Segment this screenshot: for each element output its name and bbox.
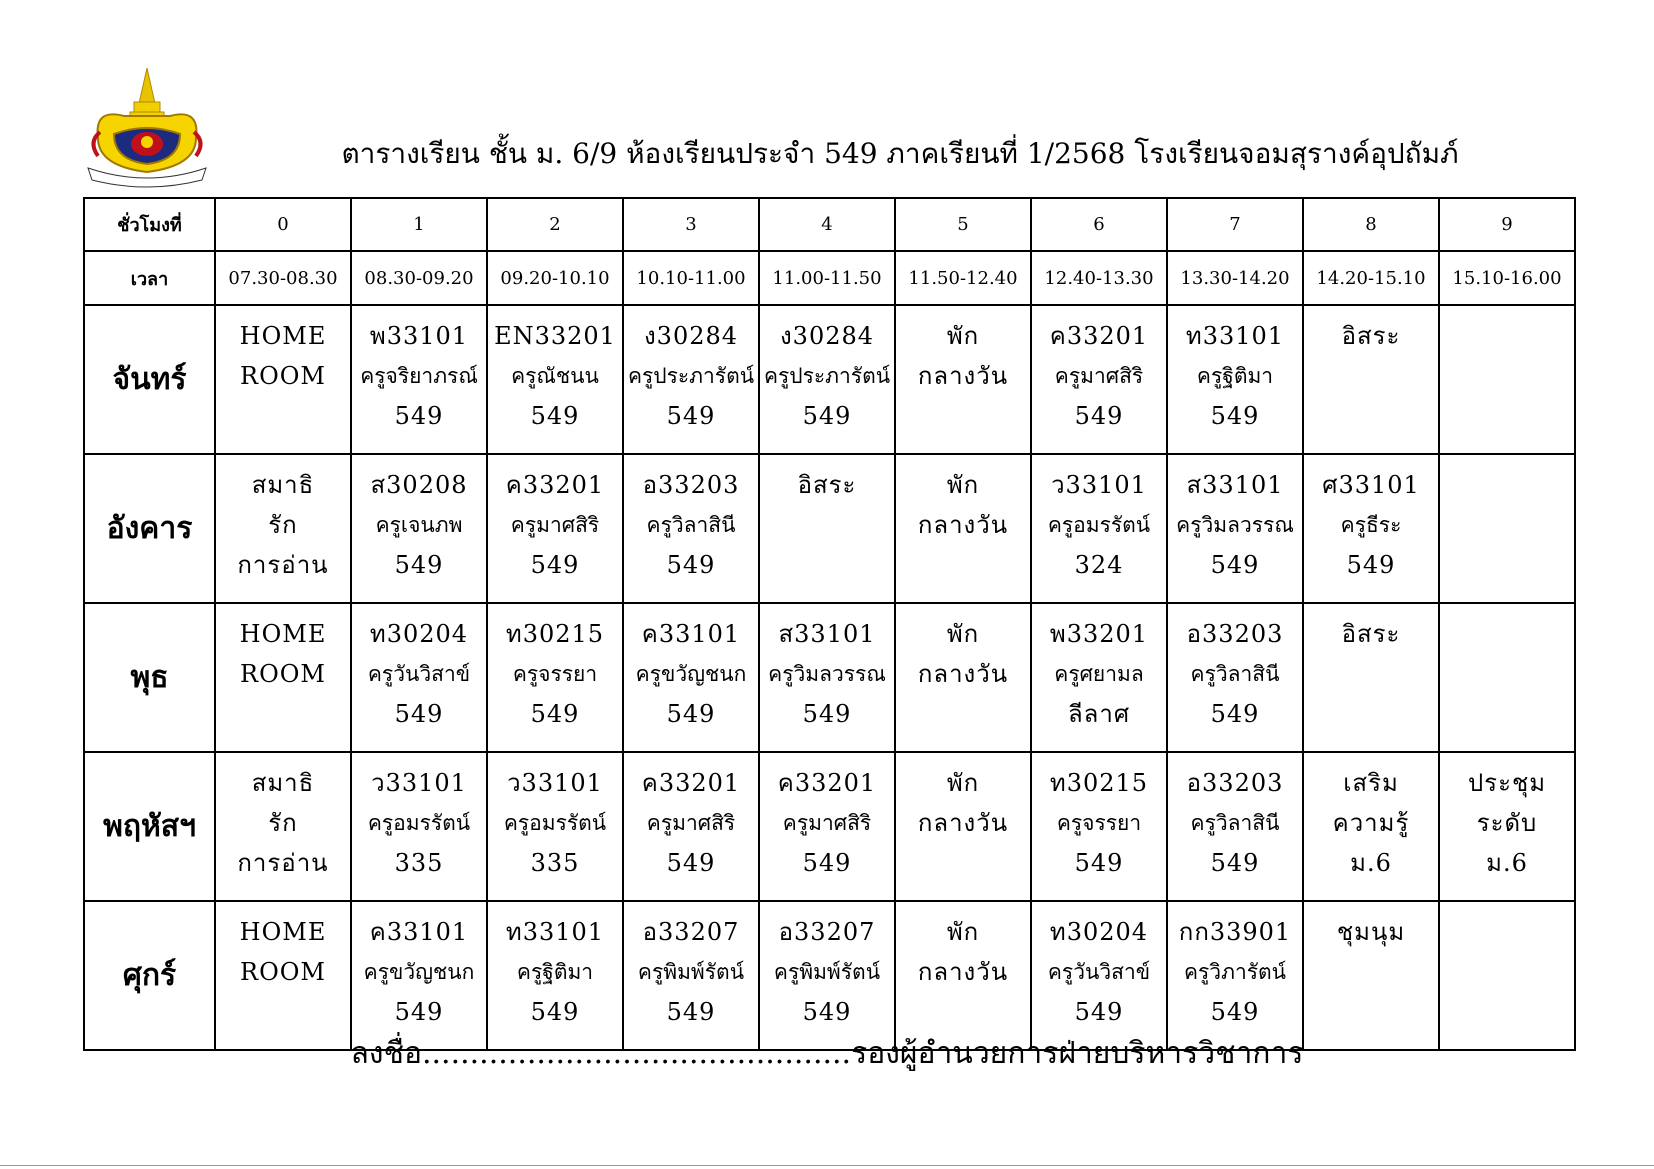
cell-line: 549 <box>530 998 580 1026</box>
cell-line: พัก <box>946 769 980 797</box>
class-cell <box>215 603 351 752</box>
class-cell <box>895 752 1031 901</box>
cell-line: 549 <box>802 700 852 728</box>
class-cell <box>1439 603 1575 752</box>
cell-line: ครูวิมลวรรณ <box>1176 513 1294 537</box>
day-name: จันทร์ <box>84 305 215 454</box>
time-label: เวลา <box>84 251 215 305</box>
cell-line: ค33201 <box>505 471 605 499</box>
cell-line: ส30208 <box>370 471 468 499</box>
class-cell <box>895 901 1031 1050</box>
cell-line: 549 <box>802 998 852 1026</box>
cell-line: ROOM <box>240 362 326 390</box>
class-cell <box>1167 454 1303 603</box>
cell-line: การอ่าน <box>237 849 329 877</box>
cell-line: 549 <box>666 700 716 728</box>
cell-line: พ33101 <box>369 322 469 350</box>
cell-line: พ33201 <box>1049 620 1149 648</box>
cell-line: 549 <box>1346 551 1396 579</box>
cell-line: ครูมาศสิริ <box>1054 364 1144 388</box>
cell-line: ครูขวัญชนก <box>363 960 475 984</box>
cell-line: 549 <box>530 551 580 579</box>
cell-line: HOME <box>239 322 327 350</box>
cell-line: ประชุม <box>1467 769 1547 797</box>
class-cell <box>623 901 759 1050</box>
cell-line: อ33207 <box>778 918 876 946</box>
cell-line: ครูวันวิสาข์ <box>1047 960 1151 984</box>
cell-line: ว33101 <box>371 769 467 797</box>
cell-line: 549 <box>1074 849 1124 877</box>
cell-line: 549 <box>1074 402 1124 430</box>
cell-line: ครูอมรรัตน์ <box>503 811 607 835</box>
time-slot: 12.40-13.30 <box>1031 251 1167 305</box>
class-cell <box>487 752 623 901</box>
class-cell <box>215 305 351 454</box>
cell-line: ม.6 <box>1486 849 1528 877</box>
cell-line: 549 <box>802 849 852 877</box>
cell-line: ระดับ <box>1476 809 1538 837</box>
cell-line: ครูวิลาสินี <box>646 513 736 537</box>
day-row <box>84 454 1575 603</box>
cell-line: 549 <box>394 998 444 1026</box>
cell-line: ท30215 <box>1049 769 1149 797</box>
cell-line: รัก <box>268 511 298 539</box>
cell-line: กก33901 <box>1178 918 1292 946</box>
class-cell <box>623 454 759 603</box>
cell-line: ครูประภารัตน์ <box>627 364 755 388</box>
cell-line: ครูจริยาภรณ์ <box>360 364 478 388</box>
class-cell <box>215 752 351 901</box>
cell-line: พัก <box>946 620 980 648</box>
cell-line: ครูมาศสิริ <box>646 811 736 835</box>
time-slot: 13.30-14.20 <box>1167 251 1303 305</box>
class-cell <box>1439 305 1575 454</box>
cell-line: ครูประภารัตน์ <box>763 364 891 388</box>
period-number: 6 <box>1031 198 1167 251</box>
period-number: 2 <box>487 198 623 251</box>
cell-line: ว33101 <box>507 769 603 797</box>
cell-line: ครูศยามล <box>1054 662 1144 686</box>
cell-line: อ33203 <box>1186 769 1284 797</box>
cell-line: 549 <box>394 402 444 430</box>
cell-line: พัก <box>946 322 980 350</box>
cell-line: ครูขวัญชนก <box>635 662 747 686</box>
school-crest-icon <box>84 68 210 190</box>
day-row <box>84 603 1575 752</box>
period-number: 4 <box>759 198 895 251</box>
cell-line: 549 <box>530 402 580 430</box>
cell-line: HOME <box>239 620 327 648</box>
cell-line: ครูเจนภพ <box>375 513 463 537</box>
class-cell <box>1303 305 1439 454</box>
cell-line: 324 <box>1074 551 1124 579</box>
cell-line: 549 <box>666 551 716 579</box>
cell-line: พัก <box>946 918 980 946</box>
period-number: 3 <box>623 198 759 251</box>
cell-line: ครูจรรยา <box>512 662 598 686</box>
cell-line: ครูฐิติมา <box>516 960 594 984</box>
class-cell <box>351 901 487 1050</box>
cell-line: กลางวัน <box>917 958 1009 986</box>
time-row <box>84 251 1575 305</box>
class-cell <box>1167 752 1303 901</box>
cell-line: ชุมนุม <box>1336 918 1406 946</box>
class-cell <box>1031 454 1167 603</box>
cell-line: สมาธิ <box>251 769 315 797</box>
cell-line: 549 <box>1210 849 1260 877</box>
class-cell <box>487 603 623 752</box>
time-slot: 07.30-08.30 <box>215 251 351 305</box>
cell-line: ค33101 <box>641 620 741 648</box>
day-name: ศุกร์ <box>84 901 215 1050</box>
cell-line: ครูพิมพ์รัตน์ <box>637 960 745 984</box>
class-cell <box>487 454 623 603</box>
period-number: 9 <box>1439 198 1575 251</box>
cell-line: ท33101 <box>505 918 605 946</box>
cell-line: ค33201 <box>777 769 877 797</box>
cell-line: 335 <box>530 849 580 877</box>
cell-line: 549 <box>394 700 444 728</box>
cell-line: เสริม <box>1343 769 1399 797</box>
cell-line: ค33101 <box>369 918 469 946</box>
cell-line: กลางวัน <box>917 511 1009 539</box>
day-name: พุธ <box>84 603 215 752</box>
cell-line: ครูณัชนน <box>511 364 599 388</box>
cell-line: ง30284 <box>643 322 739 350</box>
cell-line: ส33101 <box>1186 471 1284 499</box>
class-cell <box>351 752 487 901</box>
class-cell <box>215 901 351 1050</box>
class-cell <box>623 603 759 752</box>
time-slot: 08.30-09.20 <box>351 251 487 305</box>
cell-line: ROOM <box>240 660 326 688</box>
period-number: 1 <box>351 198 487 251</box>
cell-line: อิสระ <box>797 471 857 499</box>
class-cell <box>1439 752 1575 901</box>
class-cell <box>487 901 623 1050</box>
class-cell <box>1031 305 1167 454</box>
class-cell <box>1303 603 1439 752</box>
class-cell <box>1439 901 1575 1050</box>
time-slot: 14.20-15.10 <box>1303 251 1439 305</box>
cell-line: 549 <box>666 402 716 430</box>
cell-line: พัก <box>946 471 980 499</box>
page-title: ตารางเรียน ชั้น ม. 6/9 ห้องเรียนประจำ 549 ภาคเรียนที่ 1/2568 โรงเรียนจอมสุรางค์อุปถัมภ์ <box>341 137 1459 170</box>
period-number: 5 <box>895 198 1031 251</box>
cell-line: ครูจรรยา <box>1056 811 1142 835</box>
cell-line: ม.6 <box>1350 849 1392 877</box>
class-cell <box>623 752 759 901</box>
class-cell <box>895 305 1031 454</box>
cell-line: อ33203 <box>642 471 740 499</box>
class-cell <box>759 305 895 454</box>
cell-line: ครูวิภารัตน์ <box>1183 960 1287 984</box>
cell-line: HOME <box>239 918 327 946</box>
cell-line: ส33101 <box>778 620 876 648</box>
time-slot: 15.10-16.00 <box>1439 251 1575 305</box>
time-slot: 11.00-11.50 <box>759 251 895 305</box>
cell-line: อ33207 <box>642 918 740 946</box>
cell-line: 549 <box>530 700 580 728</box>
cell-line: ท30204 <box>369 620 469 648</box>
cell-line: สมาธิ <box>251 471 315 499</box>
cell-line: 549 <box>666 849 716 877</box>
class-cell <box>351 603 487 752</box>
cell-line: ครูมาศสิริ <box>782 811 872 835</box>
cell-line: ว33101 <box>1051 471 1147 499</box>
class-cell <box>759 454 895 603</box>
time-slot: 11.50-12.40 <box>895 251 1031 305</box>
cell-line: ความรู้ <box>1332 809 1410 837</box>
cell-line: ครูวิลาสินี <box>1190 662 1280 686</box>
day-name: อังคาร <box>84 454 215 603</box>
class-cell <box>215 454 351 603</box>
cell-line: ครูอมรรัตน์ <box>1047 513 1151 537</box>
cell-line: ท30215 <box>505 620 605 648</box>
class-cell <box>1303 901 1439 1050</box>
bottom-rule <box>0 1165 1654 1166</box>
cell-line: อิสระ <box>1341 322 1401 350</box>
class-cell <box>351 305 487 454</box>
cell-line: กลางวัน <box>917 809 1009 837</box>
cell-line: ROOM <box>240 958 326 986</box>
class-cell <box>1031 752 1167 901</box>
cell-line: 549 <box>802 402 852 430</box>
cell-line: ครูมาศสิริ <box>510 513 600 537</box>
cell-line: ครูวันวิสาข์ <box>367 662 471 686</box>
time-slot: 10.10-11.00 <box>623 251 759 305</box>
cell-line: ลีลาศ <box>1067 700 1131 728</box>
cell-line: 549 <box>1210 402 1260 430</box>
signature-line: ลงชื่อ.............................................รองผู้อำนวยการฝ่ายบริหารวิชาการ <box>350 1036 1304 1071</box>
timetable <box>83 197 1576 1051</box>
day-row <box>84 901 1575 1050</box>
cell-line: กลางวัน <box>917 362 1009 390</box>
cell-line: 549 <box>1210 551 1260 579</box>
class-cell <box>487 305 623 454</box>
class-cell <box>759 901 895 1050</box>
class-cell <box>351 454 487 603</box>
cell-line: รัก <box>268 809 298 837</box>
class-cell <box>759 603 895 752</box>
cell-line: 549 <box>666 998 716 1026</box>
period-number: 7 <box>1167 198 1303 251</box>
cell-line: 549 <box>1210 998 1260 1026</box>
period-number: 0 <box>215 198 351 251</box>
cell-line: ง30284 <box>779 322 875 350</box>
class-cell <box>1303 454 1439 603</box>
class-cell <box>1031 603 1167 752</box>
class-cell <box>1167 901 1303 1050</box>
class-cell <box>895 603 1031 752</box>
cell-line: ท33101 <box>1185 322 1285 350</box>
day-row <box>84 752 1575 901</box>
day-name: พฤหัสฯ <box>84 752 215 901</box>
cell-line: 549 <box>394 551 444 579</box>
class-cell <box>759 752 895 901</box>
cell-line: ครูพิมพ์รัตน์ <box>773 960 881 984</box>
period-header-row <box>84 198 1575 251</box>
cell-line: อิสระ <box>1341 620 1401 648</box>
cell-line: อ33203 <box>1186 620 1284 648</box>
cell-line: 549 <box>1074 998 1124 1026</box>
cell-line: ศ33101 <box>1322 471 1420 499</box>
period-label: ชั่วโมงที่ <box>84 198 215 251</box>
cell-line: ครูธีระ <box>1340 513 1402 537</box>
class-cell <box>1439 454 1575 603</box>
cell-line: EN33201 <box>494 322 616 350</box>
time-slot: 09.20-10.10 <box>487 251 623 305</box>
class-cell <box>623 305 759 454</box>
cell-line: ท30204 <box>1049 918 1149 946</box>
cell-line: ครูวิมลวรรณ <box>768 662 886 686</box>
cell-line: การอ่าน <box>237 551 329 579</box>
class-cell <box>1031 901 1167 1050</box>
class-cell <box>1167 603 1303 752</box>
period-number: 8 <box>1303 198 1439 251</box>
cell-line: ครูอมรรัตน์ <box>367 811 471 835</box>
cell-line: ครูวิลาสินี <box>1190 811 1280 835</box>
cell-line: กลางวัน <box>917 660 1009 688</box>
cell-line: 549 <box>1210 700 1260 728</box>
school-logo <box>84 68 210 190</box>
class-cell <box>895 454 1031 603</box>
cell-line: ค33201 <box>1049 322 1149 350</box>
day-row <box>84 305 1575 454</box>
class-cell <box>1167 305 1303 454</box>
cell-line: 335 <box>394 849 444 877</box>
cell-line: ค33201 <box>641 769 741 797</box>
class-cell <box>1303 752 1439 901</box>
cell-line: ครูฐิติมา <box>1196 364 1274 388</box>
